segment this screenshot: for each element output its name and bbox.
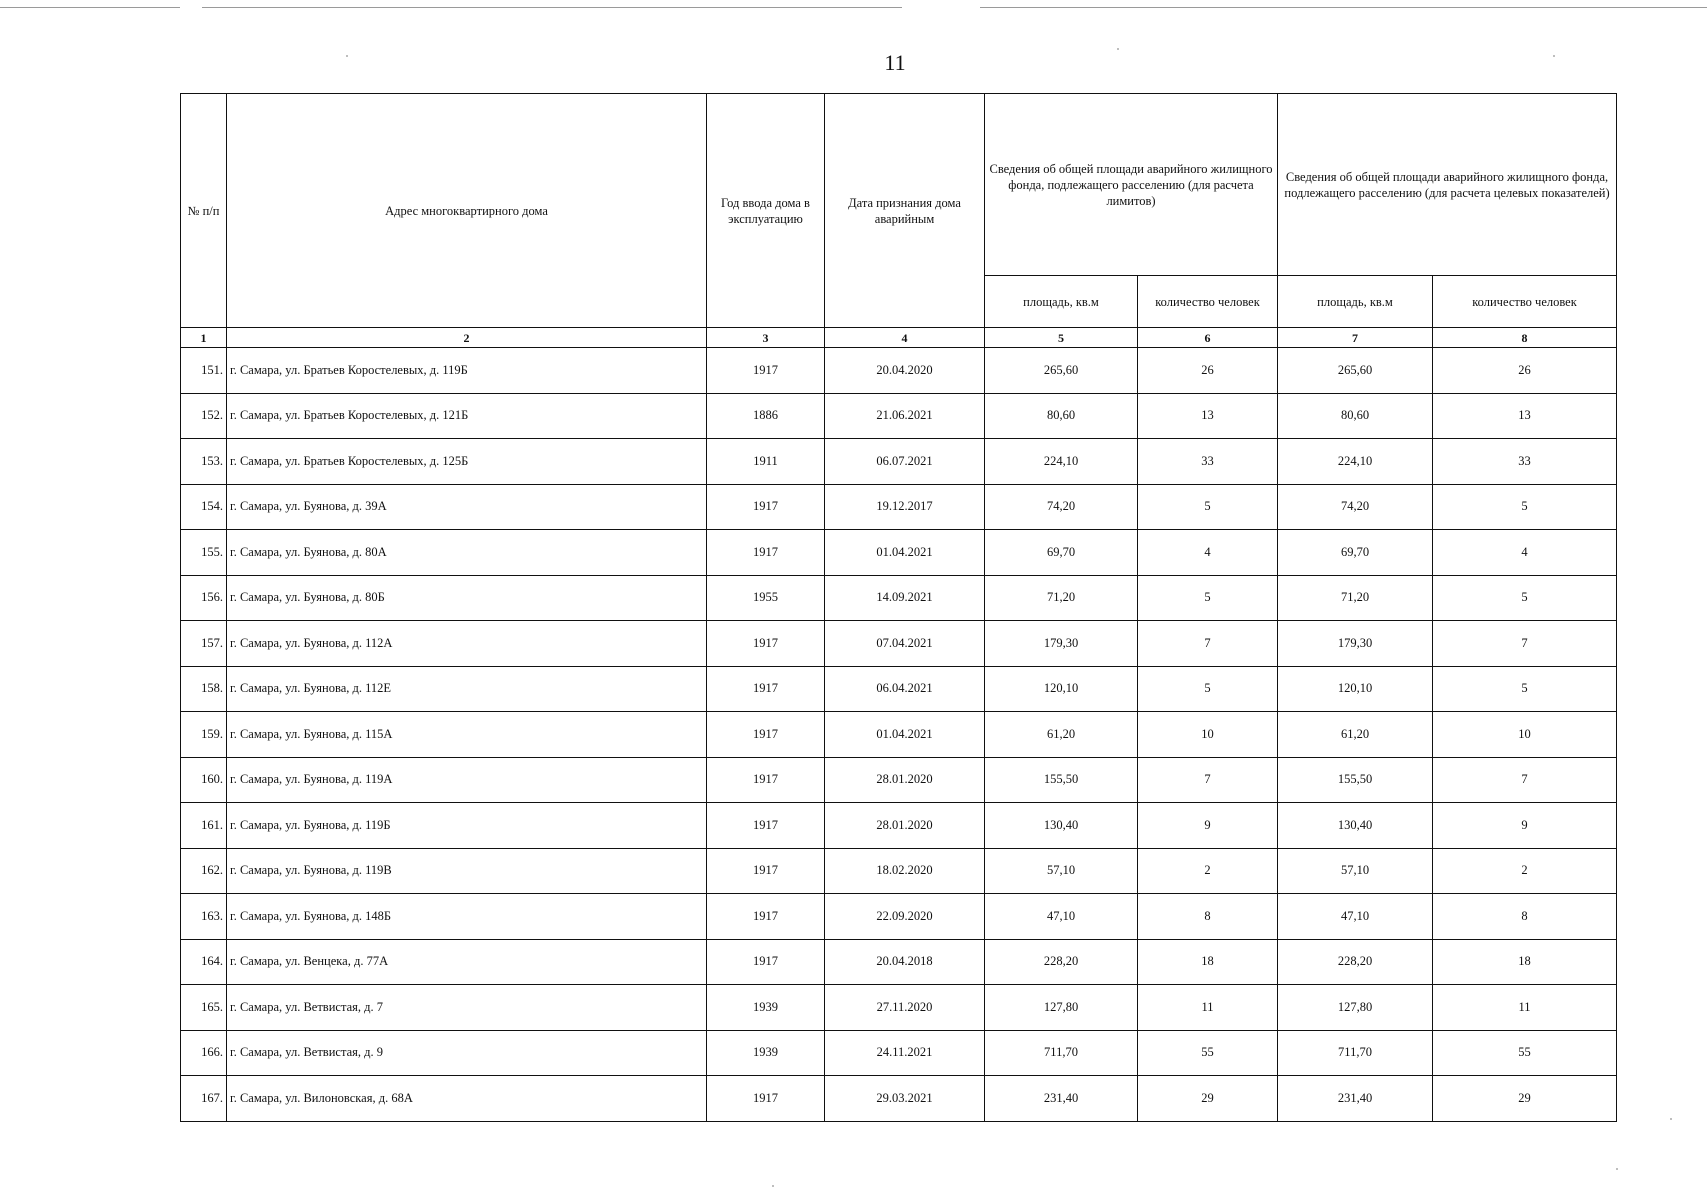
row-people-targets: 8 xyxy=(1433,894,1617,940)
row-area-targets: 130,40 xyxy=(1278,803,1433,849)
row-area-targets: 711,70 xyxy=(1278,1030,1433,1076)
column-number: 4 xyxy=(825,328,985,348)
row-number: 152. xyxy=(181,393,227,439)
row-year: 1917 xyxy=(707,757,825,803)
scan-speck xyxy=(772,1185,774,1187)
table-row xyxy=(181,757,1617,803)
table-row xyxy=(181,985,1617,1031)
header-area-5: площадь, кв.м xyxy=(985,276,1138,328)
row-number: 156. xyxy=(181,575,227,621)
row-people-targets: 9 xyxy=(1433,803,1617,849)
row-area-targets: 179,30 xyxy=(1278,621,1433,667)
row-year: 1917 xyxy=(707,712,825,758)
row-address: г. Самара, ул. Ветвистая, д. 9 xyxy=(227,1030,707,1076)
row-people-limits: 18 xyxy=(1138,939,1278,985)
row-area-targets: 74,20 xyxy=(1278,484,1433,530)
row-number: 159. xyxy=(181,712,227,758)
row-year: 1917 xyxy=(707,848,825,894)
scan-top-line xyxy=(202,7,902,8)
row-year: 1911 xyxy=(707,439,825,485)
row-address: г. Самара, ул. Братьев Коростелевых, д. 121Б xyxy=(227,393,707,439)
row-year: 1917 xyxy=(707,1076,825,1122)
table-row xyxy=(181,393,1617,439)
table-row xyxy=(181,1030,1617,1076)
row-year: 1939 xyxy=(707,985,825,1031)
table-row xyxy=(181,1076,1617,1122)
row-address: г. Самара, ул. Вилоновская, д. 68А xyxy=(227,1076,707,1122)
table-row xyxy=(181,348,1617,394)
row-people-targets: 55 xyxy=(1433,1030,1617,1076)
row-area-targets: 231,40 xyxy=(1278,1076,1433,1122)
row-area-limits: 57,10 xyxy=(985,848,1138,894)
row-area-targets: 69,70 xyxy=(1278,530,1433,576)
row-people-targets: 7 xyxy=(1433,621,1617,667)
row-address: г. Самара, ул. Буянова, д. 115А xyxy=(227,712,707,758)
row-area-targets: 80,60 xyxy=(1278,393,1433,439)
row-area-limits: 179,30 xyxy=(985,621,1138,667)
row-area-limits: 711,70 xyxy=(985,1030,1138,1076)
header-people-8: количество человек xyxy=(1433,276,1617,328)
header-date: Дата признания дома аварийным xyxy=(825,94,985,328)
row-address: г. Самара, ул. Буянова, д. 119Б xyxy=(227,803,707,849)
row-area-targets: 224,10 xyxy=(1278,439,1433,485)
column-number: 6 xyxy=(1138,328,1278,348)
row-people-limits: 7 xyxy=(1138,621,1278,667)
row-area-limits: 80,60 xyxy=(985,393,1138,439)
row-area-limits: 228,20 xyxy=(985,939,1138,985)
row-number: 166. xyxy=(181,1030,227,1076)
row-date: 29.03.2021 xyxy=(825,1076,985,1122)
row-year: 1917 xyxy=(707,894,825,940)
row-people-targets: 18 xyxy=(1433,939,1617,985)
table-row xyxy=(181,803,1617,849)
header-area-7: площадь, кв.м xyxy=(1278,276,1433,328)
row-people-limits: 55 xyxy=(1138,1030,1278,1076)
column-number: 7 xyxy=(1278,328,1433,348)
row-people-targets: 4 xyxy=(1433,530,1617,576)
table-row xyxy=(181,666,1617,712)
row-area-targets: 57,10 xyxy=(1278,848,1433,894)
table-row xyxy=(181,439,1617,485)
table-row xyxy=(181,575,1617,621)
row-year: 1886 xyxy=(707,393,825,439)
table-row xyxy=(181,621,1617,667)
row-people-limits: 9 xyxy=(1138,803,1278,849)
row-area-limits: 127,80 xyxy=(985,985,1138,1031)
row-date: 24.11.2021 xyxy=(825,1030,985,1076)
row-people-limits: 5 xyxy=(1138,484,1278,530)
row-date: 01.04.2021 xyxy=(825,530,985,576)
emergency-housing-table xyxy=(180,93,1617,1122)
row-number: 158. xyxy=(181,666,227,712)
row-area-limits: 130,40 xyxy=(985,803,1138,849)
row-address: г. Самара, ул. Буянова, д. 39А xyxy=(227,484,707,530)
row-date: 20.04.2018 xyxy=(825,939,985,985)
row-people-limits: 7 xyxy=(1138,757,1278,803)
header-group-limits: Сведения об общей площади аварийного жилищного фонда, подлежащего расселению (для расчета лимитов) xyxy=(985,94,1278,276)
header-group-targets: Сведения об общей площади аварийного жилищного фонда, подлежащего расселению (для расчета целевых показателей) xyxy=(1278,94,1617,276)
row-number: 160. xyxy=(181,757,227,803)
row-number: 167. xyxy=(181,1076,227,1122)
row-number: 157. xyxy=(181,621,227,667)
row-address: г. Самара, ул. Братьев Коростелевых, д. 125Б xyxy=(227,439,707,485)
row-area-limits: 120,10 xyxy=(985,666,1138,712)
page-number: 11 xyxy=(884,50,906,75)
row-address: г. Самара, ул. Буянова, д. 119В xyxy=(227,848,707,894)
row-date: 27.11.2020 xyxy=(825,985,985,1031)
row-date: 20.04.2020 xyxy=(825,348,985,394)
row-people-targets: 5 xyxy=(1433,575,1617,621)
row-area-targets: 155,50 xyxy=(1278,757,1433,803)
row-year: 1917 xyxy=(707,348,825,394)
column-number: 2 xyxy=(227,328,707,348)
column-number: 3 xyxy=(707,328,825,348)
scan-top-line xyxy=(980,7,1707,8)
row-people-targets: 10 xyxy=(1433,712,1617,758)
table-row xyxy=(181,484,1617,530)
row-people-targets: 26 xyxy=(1433,348,1617,394)
row-year: 1939 xyxy=(707,1030,825,1076)
row-people-targets: 11 xyxy=(1433,985,1617,1031)
table-row xyxy=(181,939,1617,985)
row-people-limits: 10 xyxy=(1138,712,1278,758)
header-people-6: количество человек xyxy=(1138,276,1278,328)
header-year: Год ввода дома в эксплуатацию xyxy=(707,94,825,328)
row-date: 06.07.2021 xyxy=(825,439,985,485)
row-number: 162. xyxy=(181,848,227,894)
row-address: г. Самара, ул. Ветвистая, д. 7 xyxy=(227,985,707,1031)
row-area-limits: 47,10 xyxy=(985,894,1138,940)
table-row xyxy=(181,848,1617,894)
row-people-limits: 8 xyxy=(1138,894,1278,940)
row-people-limits: 13 xyxy=(1138,393,1278,439)
row-date: 07.04.2021 xyxy=(825,621,985,667)
header-row xyxy=(181,94,1617,276)
row-date: 28.01.2020 xyxy=(825,803,985,849)
row-area-limits: 265,60 xyxy=(985,348,1138,394)
row-number: 155. xyxy=(181,530,227,576)
scan-top-line xyxy=(0,7,180,8)
table-row xyxy=(181,894,1617,940)
row-people-targets: 29 xyxy=(1433,1076,1617,1122)
header-num: № п/п xyxy=(181,94,227,328)
row-number: 153. xyxy=(181,439,227,485)
row-area-limits: 69,70 xyxy=(985,530,1138,576)
row-area-targets: 71,20 xyxy=(1278,575,1433,621)
row-area-limits: 61,20 xyxy=(985,712,1138,758)
row-people-targets: 5 xyxy=(1433,666,1617,712)
row-date: 22.09.2020 xyxy=(825,894,985,940)
row-year: 1917 xyxy=(707,666,825,712)
row-area-targets: 61,20 xyxy=(1278,712,1433,758)
row-people-targets: 13 xyxy=(1433,393,1617,439)
row-address: г. Самара, ул. Буянова, д. 112Е xyxy=(227,666,707,712)
header-address: Адрес многоквартирного дома xyxy=(227,94,707,328)
row-area-targets: 265,60 xyxy=(1278,348,1433,394)
column-number: 8 xyxy=(1433,328,1617,348)
row-year: 1917 xyxy=(707,484,825,530)
row-area-limits: 231,40 xyxy=(985,1076,1138,1122)
row-year: 1917 xyxy=(707,621,825,667)
row-date: 14.09.2021 xyxy=(825,575,985,621)
row-area-limits: 155,50 xyxy=(985,757,1138,803)
row-number: 164. xyxy=(181,939,227,985)
row-number: 163. xyxy=(181,894,227,940)
table-row xyxy=(181,712,1617,758)
scan-speck xyxy=(1616,1168,1618,1170)
row-people-targets: 7 xyxy=(1433,757,1617,803)
row-number: 161. xyxy=(181,803,227,849)
row-people-limits: 26 xyxy=(1138,348,1278,394)
row-date: 19.12.2017 xyxy=(825,484,985,530)
row-address: г. Самара, ул. Братьев Коростелевых, д. 119Б xyxy=(227,348,707,394)
row-address: г. Самара, ул. Буянова, д. 80Б xyxy=(227,575,707,621)
row-date: 18.02.2020 xyxy=(825,848,985,894)
row-address: г. Самара, ул. Буянова, д. 148Б xyxy=(227,894,707,940)
column-number: 5 xyxy=(985,328,1138,348)
row-year: 1955 xyxy=(707,575,825,621)
row-number: 154. xyxy=(181,484,227,530)
table-body xyxy=(181,348,1617,1122)
row-year: 1917 xyxy=(707,939,825,985)
column-number: 1 xyxy=(181,328,227,348)
row-people-limits: 2 xyxy=(1138,848,1278,894)
row-people-targets: 5 xyxy=(1433,484,1617,530)
row-number: 151. xyxy=(181,348,227,394)
row-people-limits: 4 xyxy=(1138,530,1278,576)
column-numbers-row xyxy=(181,328,1617,348)
row-area-limits: 224,10 xyxy=(985,439,1138,485)
row-people-limits: 29 xyxy=(1138,1076,1278,1122)
row-area-limits: 71,20 xyxy=(985,575,1138,621)
row-address: г. Самара, ул. Буянова, д. 119А xyxy=(227,757,707,803)
row-area-targets: 228,20 xyxy=(1278,939,1433,985)
row-address: г. Самара, ул. Буянова, д. 112А xyxy=(227,621,707,667)
row-date: 06.04.2021 xyxy=(825,666,985,712)
row-date: 01.04.2021 xyxy=(825,712,985,758)
scan-speck xyxy=(1670,1118,1672,1120)
row-people-limits: 11 xyxy=(1138,985,1278,1031)
row-number: 165. xyxy=(181,985,227,1031)
row-area-targets: 47,10 xyxy=(1278,894,1433,940)
row-year: 1917 xyxy=(707,803,825,849)
row-area-targets: 120,10 xyxy=(1278,666,1433,712)
row-area-limits: 74,20 xyxy=(985,484,1138,530)
row-people-targets: 33 xyxy=(1433,439,1617,485)
row-people-limits: 5 xyxy=(1138,575,1278,621)
row-date: 28.01.2020 xyxy=(825,757,985,803)
row-people-limits: 5 xyxy=(1138,666,1278,712)
row-people-limits: 33 xyxy=(1138,439,1278,485)
table-row xyxy=(181,530,1617,576)
row-year: 1917 xyxy=(707,530,825,576)
row-area-targets: 127,80 xyxy=(1278,985,1433,1031)
row-address: г. Самара, ул. Буянова, д. 80А xyxy=(227,530,707,576)
row-people-targets: 2 xyxy=(1433,848,1617,894)
row-date: 21.06.2021 xyxy=(825,393,985,439)
row-address: г. Самара, ул. Венцека, д. 77А xyxy=(227,939,707,985)
